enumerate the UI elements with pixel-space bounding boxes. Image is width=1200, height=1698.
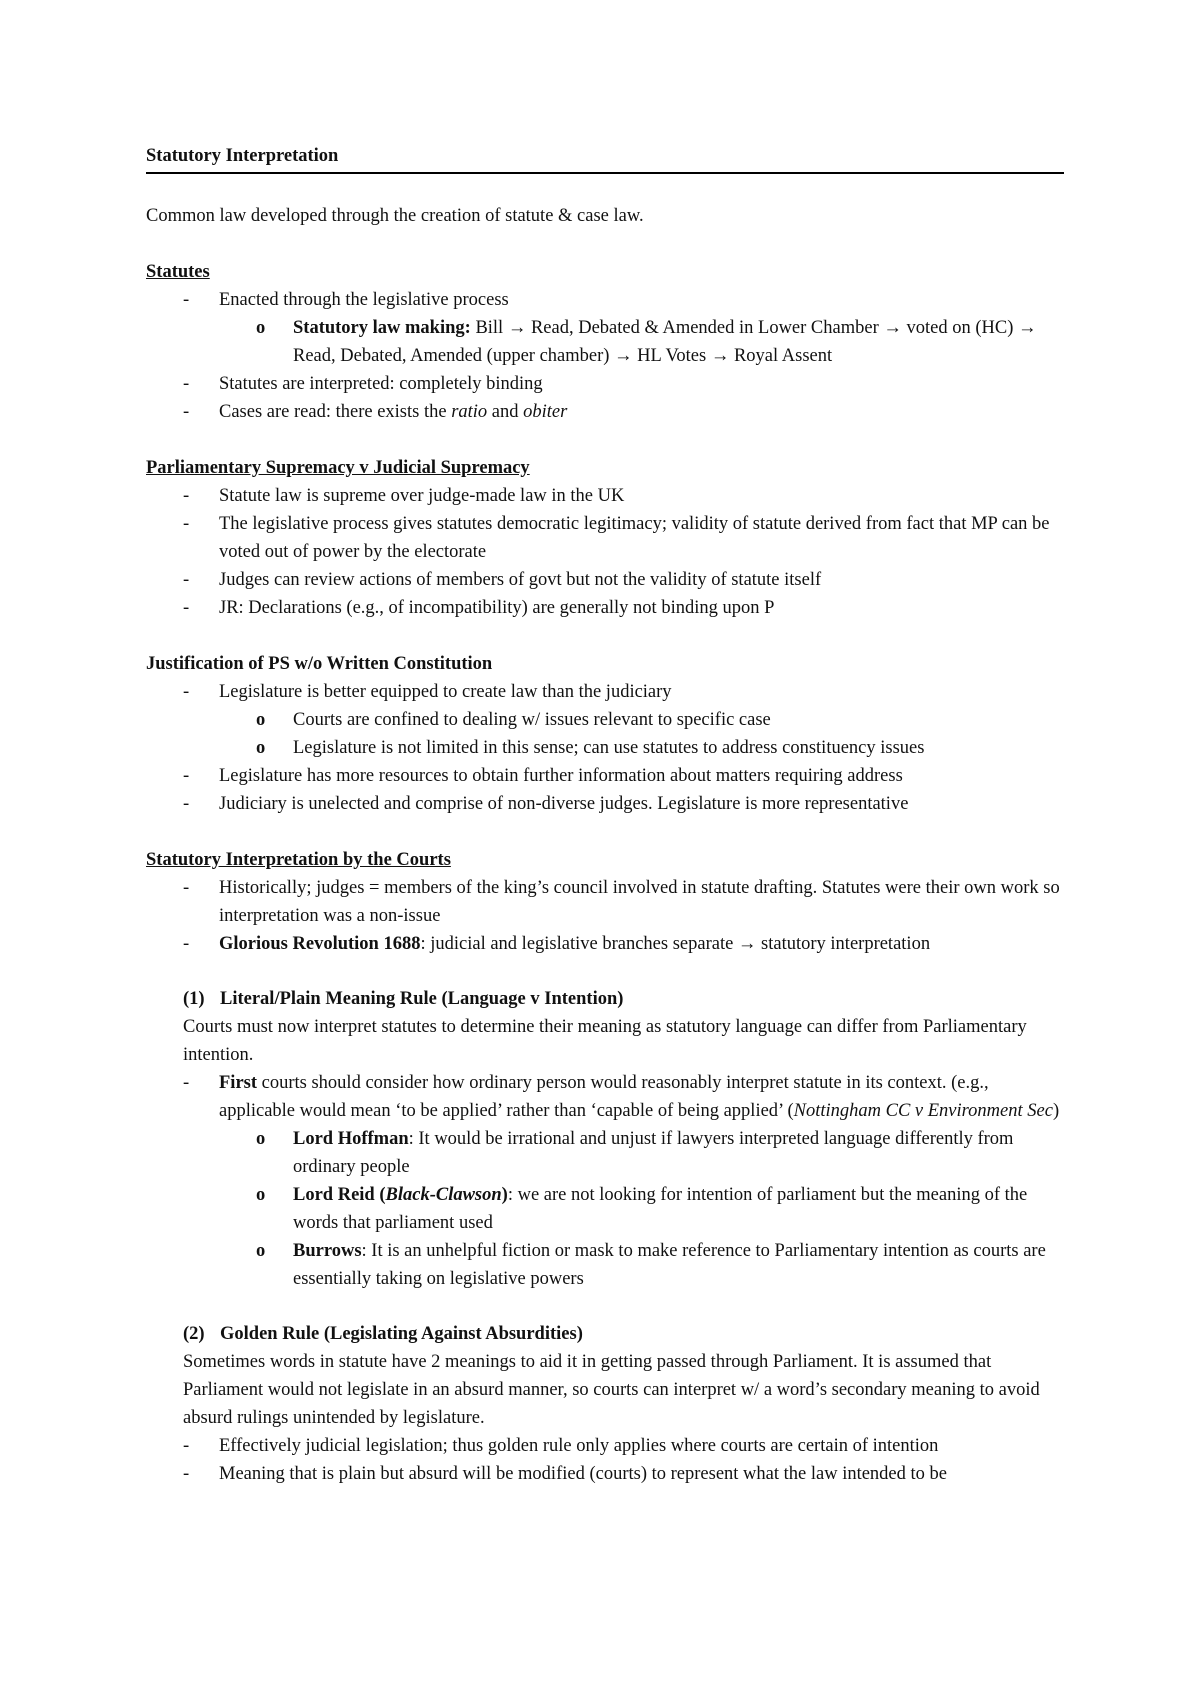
courts-list [146, 874, 1064, 958]
spacer [146, 622, 1064, 650]
list-item: - JR: Declarations (e.g., of incompatibility) are generally not binding upon P [146, 594, 1064, 622]
golden-list [146, 1432, 1064, 1488]
sub-list [219, 314, 1064, 370]
list-item: - Statutes are interpreted: completely binding [146, 370, 1064, 398]
list-item: - Meaning that is plain but absurd will be modified (courts) to represent what the law intended to be [146, 1460, 1064, 1488]
spacer [146, 426, 1064, 454]
section-heading-justification: Justification of PS w/o Written Constitution [146, 654, 493, 674]
sub-list-item: o Courts are confined to dealing w/ issues relevant to specific case [146, 706, 1064, 734]
sub-list-item: o Lord Reid (Black-Clawson): we are not looking for intention of parliament but the meaning of the words that parliament used [146, 1181, 1064, 1237]
list-item: - Statute law is supreme over judge-made law in the UK [146, 482, 1064, 510]
section-heading-courts: Statutory Interpretation by the Courts [146, 850, 451, 870]
section-heading-statutes: Statutes [146, 262, 210, 282]
list-item: - Cases are read: there exists the ratio and obiter [146, 398, 1064, 426]
list-item: - Historically; judges = members of the king’s council involved in statute drafting. Statutes were their own work so interpretation was a non-issue [146, 874, 1064, 930]
spacer [146, 818, 1064, 846]
list-item: - Judges can review actions of members of govt but not the validity of statute itself [146, 566, 1064, 594]
sub-list-item: o Burrows: It is an unhelpful fiction or mask to make reference to Parliamentary intention as courts are essentially taking on legislative powers [146, 1237, 1064, 1293]
intro-paragraph: Common law developed through the creation of statute & case law. [146, 206, 644, 226]
list-item: - Legislature has more resources to obtain further information about matters requiring address [146, 762, 1064, 790]
subsection-heading-golden: (2) Golden Rule (Legislating Against Absurdities) [183, 1324, 583, 1344]
list-item: - Effectively judicial legislation; thus golden rule only applies where courts are certain of intention [146, 1432, 1064, 1460]
spacer [146, 230, 1064, 258]
supremacy-list [146, 482, 1064, 622]
spacer [146, 1293, 1064, 1320]
literal-list [146, 1069, 1064, 1293]
justification-list [146, 678, 1064, 818]
sub-list-item: o Lord Hoffman: It would be irrational and unjust if lawyers interpreted language differently from ordinary people [146, 1125, 1064, 1181]
list-item: - Enacted through the legislative process o Statutory law making: Bill → Read, Debated & Amended in Lower Chamber → voted on (HC) → Read, Debated, Amended (upper chamber) → HL Votes → Royal Assent [146, 286, 1064, 370]
spacer [146, 174, 1064, 202]
literal-paragraph: Courts must now interpret statutes to determine their meaning as statutory language can differ from Parliamentary intention. [183, 1017, 1027, 1065]
section-heading-supremacy: Parliamentary Supremacy v Judicial Supremacy [146, 458, 530, 478]
statutes-list [146, 286, 1064, 426]
list-item: - First courts should consider how ordinary person would reasonably interpret statute in its context. (e.g., applicable would mean ‘to be applied’ rather than ‘capable of being applied’ (Nottingham CC v Environment Sec) o Lord Hoffman: It would be irrational and unjust if lawyers interpreted language differently from ordinary people o Lord Reid (Black-Clawson): we are not looking for intention of parliament but the meaning of the words that parliament used o Burrows: It is an unhelpful fiction or mask to make reference to Parliamentary intention as courts are essentially taking on legislative powers [146, 1069, 1064, 1293]
golden-paragraph: Sometimes words in statute have 2 meanings to aid it in getting passed through Parliament. It is assumed that Parliament would not legislate in an absurd manner, so courts can interpret w/ a word’s secondary meaning to avoid absurd rulings unintended by legislature. [183, 1352, 1040, 1428]
sub-list [219, 706, 1064, 762]
document-title: Statutory Interpretation [146, 142, 1064, 174]
sub-list-item: o Statutory law making: Bill → Read, Debated & Amended in Lower Chamber → voted on (HC) → Read, Debated, Amended (upper chamber) → HL Votes → Royal Assent [146, 314, 1064, 370]
subsection-heading-literal: (1) Literal/Plain Meaning Rule (Language v Intention) [183, 989, 624, 1009]
sub-list [219, 1125, 1064, 1293]
list-item: - The legislative process gives statutes democratic legitimacy; validity of statute derived from fact that MP can be voted out of power by the electorate [146, 510, 1064, 566]
spacer [146, 958, 1064, 985]
list-item: - Legislature is better equipped to create law than the judiciary o Courts are confined to dealing w/ issues relevant to specific case o Legislature is not limited in this sense; can use statutes to address constituency issues [146, 678, 1064, 762]
sub-list-item: o Legislature is not limited in this sense; can use statutes to address constituency issues [146, 734, 1064, 762]
list-item: - Judiciary is unelected and comprise of non-diverse judges. Legislature is more representative [146, 790, 1064, 818]
document-page [146, 142, 1064, 1488]
list-item: - Glorious Revolution 1688: judicial and legislative branches separate → statutory interpretation [146, 930, 1064, 958]
